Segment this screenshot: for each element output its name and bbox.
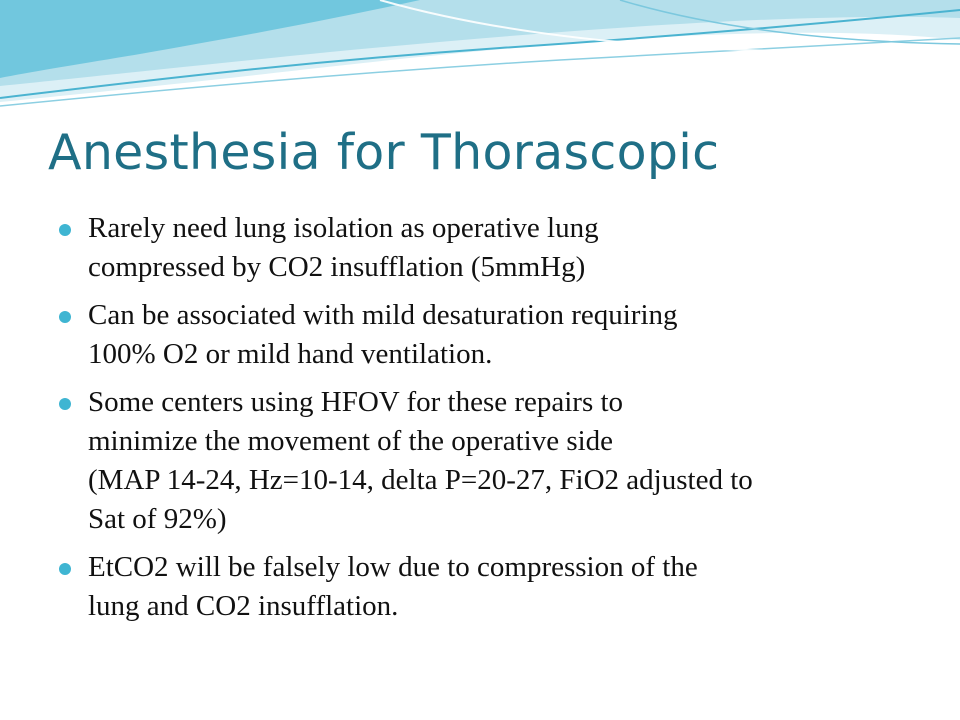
bullet-dot-icon	[59, 224, 71, 236]
bullet-item	[88, 383, 928, 539]
bullet-dot-icon	[59, 311, 71, 323]
bullet-text-line: Sat of 92%)	[88, 503, 227, 535]
bullet-text-line: Rarely need lung isolation as operative lung	[88, 212, 599, 244]
bullet-text-line: (MAP 14-24, Hz=10-14, delta P=20-27, FiO2 adjusted to	[88, 464, 753, 496]
bullet-list	[88, 209, 928, 635]
bullet-text-line: 100% O2 or mild hand ventilation.	[88, 338, 493, 370]
bullet-text-line: minimize the movement of the operative side	[88, 425, 614, 457]
bullet-text-line: compressed by CO2 insufflation (5mmHg)	[88, 251, 586, 283]
bullet-text-line: Some centers using HFOV for these repairs to	[88, 386, 624, 418]
bullet-text-line: EtCO2 will be falsely low due to compression of the	[88, 551, 698, 583]
bullet-text-line: lung and CO2 insufflation.	[88, 590, 399, 622]
bullet-dot-icon	[59, 398, 71, 410]
bullet-item	[88, 296, 928, 374]
slide-title: Anesthesia for Thorascopic	[48, 124, 720, 181]
bullet-item	[88, 209, 928, 287]
bullet-item	[88, 548, 928, 626]
wave-header-decoration	[0, 0, 960, 130]
bullet-text-line: Can be associated with mild desaturation requiring	[88, 299, 678, 331]
bullet-dot-icon	[59, 563, 71, 575]
